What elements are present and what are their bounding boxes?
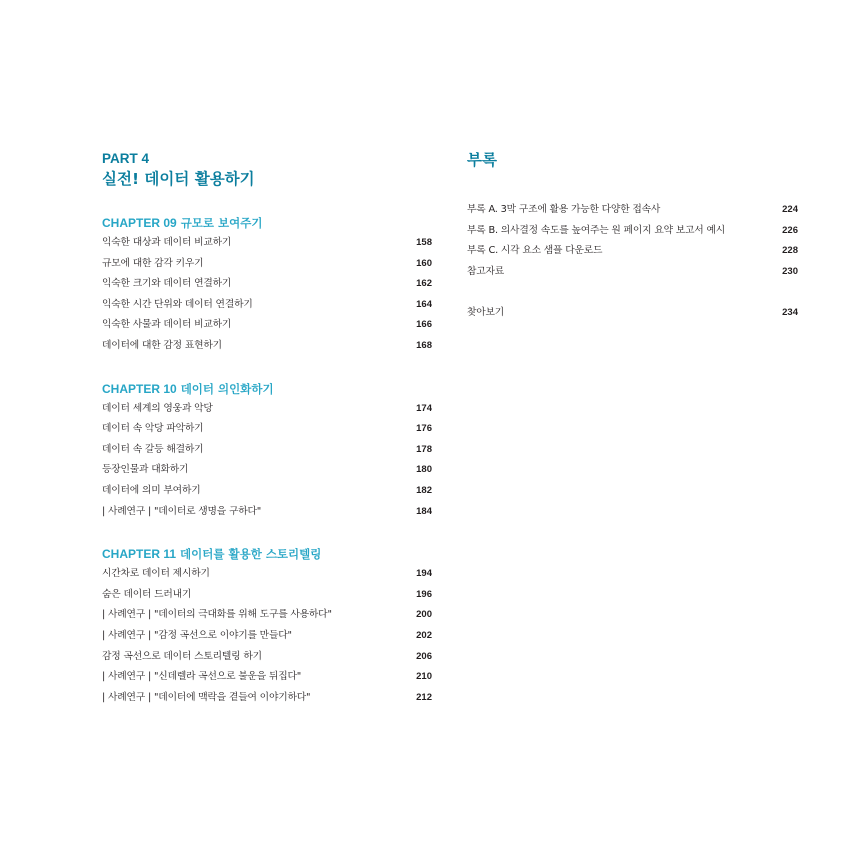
entry-title: 데이터에 대한 감정 표현하기 — [102, 339, 222, 351]
toc-entry[interactable] — [102, 336, 432, 357]
entry-page: 226 — [782, 224, 798, 236]
entry-title: 익숙한 시간 단위와 데이터 연결하기 — [102, 298, 253, 310]
chapter-number: CHAPTER 09 — [102, 216, 177, 230]
toc-entry[interactable] — [102, 399, 432, 420]
entry-title: | 사례연구 | "데이터의 극대화를 위해 도구를 사용하다" — [102, 609, 332, 621]
chapter-title: 규모로 보여주기 — [180, 216, 263, 230]
entry-title: | 사례연구 | "데이터에 맥락을 곁들여 이야기하다" — [102, 691, 311, 703]
chapter-number: CHAPTER 11 — [102, 547, 177, 562]
chapter-number: CHAPTER 10 — [102, 381, 177, 396]
entry-title: 참고자료 — [467, 265, 505, 277]
entry-page: 178 — [416, 443, 432, 455]
entry-page: 228 — [782, 245, 798, 257]
toc-entry[interactable] — [102, 502, 432, 523]
chapter-11-section — [102, 546, 432, 708]
entry-title: 익숙한 대상과 데이터 비교하기 — [102, 237, 232, 248]
toc-entry[interactable] — [102, 233, 432, 254]
entry-title: 데이터 속 악당 파악하기 — [102, 423, 204, 435]
chapter-10-section — [102, 381, 432, 523]
appendix-title: 부록 — [467, 151, 497, 169]
toc-entry[interactable] — [102, 440, 432, 461]
toc-entry[interactable] — [102, 626, 432, 647]
appendix-list — [467, 200, 798, 282]
entry-title: | 사례연구 | "감정 곡선으로 이야기를 만들다" — [102, 629, 292, 641]
entry-title: 등장인물과 대화하기 — [102, 464, 189, 476]
entry-title: 감정 곡선으로 데이터 스토리텔링 하기 — [102, 650, 262, 662]
entry-page: 182 — [416, 484, 432, 496]
part-title: 실전! 데이터 활용하기 — [102, 170, 255, 188]
entry-page: 212 — [416, 691, 432, 703]
toc-entry[interactable] — [102, 419, 432, 440]
toc-entry[interactable] — [102, 295, 432, 316]
entry-page: 180 — [416, 464, 432, 476]
part-label: PART 4 — [102, 151, 150, 166]
chapter-title: 데이터를 활용한 스토리텔링 — [180, 547, 322, 562]
toc-entry[interactable] — [102, 460, 432, 481]
appendix-entry[interactable] — [467, 262, 798, 283]
entry-page: 164 — [416, 298, 432, 310]
entry-page: 174 — [416, 402, 432, 414]
index-entry[interactable] — [467, 303, 798, 324]
entry-title: 부록 A. 3막 구조에 활용 가능한 다양한 접속사 — [467, 204, 661, 215]
toc-entry[interactable] — [102, 688, 432, 709]
entry-page: 202 — [416, 629, 432, 641]
toc-entry[interactable] — [102, 274, 432, 295]
entry-title: 부록 B. 의사결정 속도를 높여주는 원 페이지 요약 보고서 예시 — [467, 224, 725, 236]
entry-title: 시간차로 데이터 제시하기 — [102, 568, 210, 580]
entry-page: 158 — [416, 237, 432, 248]
entry-page: 168 — [416, 339, 432, 351]
entry-title: 찾아보기 — [467, 307, 505, 319]
chapter-heading — [102, 381, 432, 397]
entry-title: 익숙한 사물과 데이터 비교하기 — [102, 319, 232, 331]
entry-page: 210 — [416, 671, 432, 683]
toc-entry[interactable] — [102, 667, 432, 688]
entry-page: 194 — [416, 568, 432, 580]
chapter-09-section — [102, 215, 432, 357]
appendix-entry[interactable] — [467, 241, 798, 262]
entry-title: | 사례연구 | "신데렐라 곡선으로 불운을 뒤집다" — [102, 671, 302, 683]
entry-title: 익숙한 크기와 데이터 연결하기 — [102, 278, 232, 290]
entry-page: 206 — [416, 650, 432, 662]
entry-page: 176 — [416, 423, 432, 435]
entry-page: 196 — [416, 588, 432, 600]
entry-title: 숨은 데이터 드러내기 — [102, 588, 192, 600]
entry-page: 224 — [782, 204, 798, 215]
entry-title: 데이터에 의미 부여하기 — [102, 484, 201, 496]
entry-page: 166 — [416, 319, 432, 331]
entry-title: 부록 C. 시각 요소 샘플 다운로드 — [467, 245, 603, 257]
toc-right-column — [467, 150, 798, 324]
appendix-entry[interactable] — [467, 221, 798, 242]
entry-page: 234 — [782, 307, 798, 319]
toc-entry[interactable] — [102, 254, 432, 275]
toc-left-column — [102, 150, 432, 708]
entry-page: 184 — [416, 505, 432, 517]
entry-page: 160 — [416, 257, 432, 269]
toc-entry[interactable] — [102, 564, 432, 585]
chapter-title: 데이터 의인화하기 — [180, 381, 274, 396]
entry-title: 규모에 대한 감각 키우기 — [102, 257, 204, 269]
chapter-heading — [102, 546, 432, 562]
entry-page: 200 — [416, 609, 432, 621]
appendix-entry[interactable] — [467, 200, 798, 221]
entry-title: 데이터 속 갈등 해결하기 — [102, 443, 204, 455]
entry-page: 162 — [416, 278, 432, 290]
toc-entry[interactable] — [102, 605, 432, 626]
entry-title: | 사례연구 | "데이터로 생명을 구하다" — [102, 505, 262, 517]
toc-entry[interactable] — [102, 647, 432, 668]
chapter-heading — [102, 215, 432, 231]
entry-page: 230 — [782, 265, 798, 277]
toc-entry[interactable] — [102, 315, 432, 336]
toc-entry[interactable] — [102, 481, 432, 502]
toc-entry[interactable] — [102, 585, 432, 606]
entry-title: 데이터 세계의 영웅과 악당 — [102, 402, 213, 414]
